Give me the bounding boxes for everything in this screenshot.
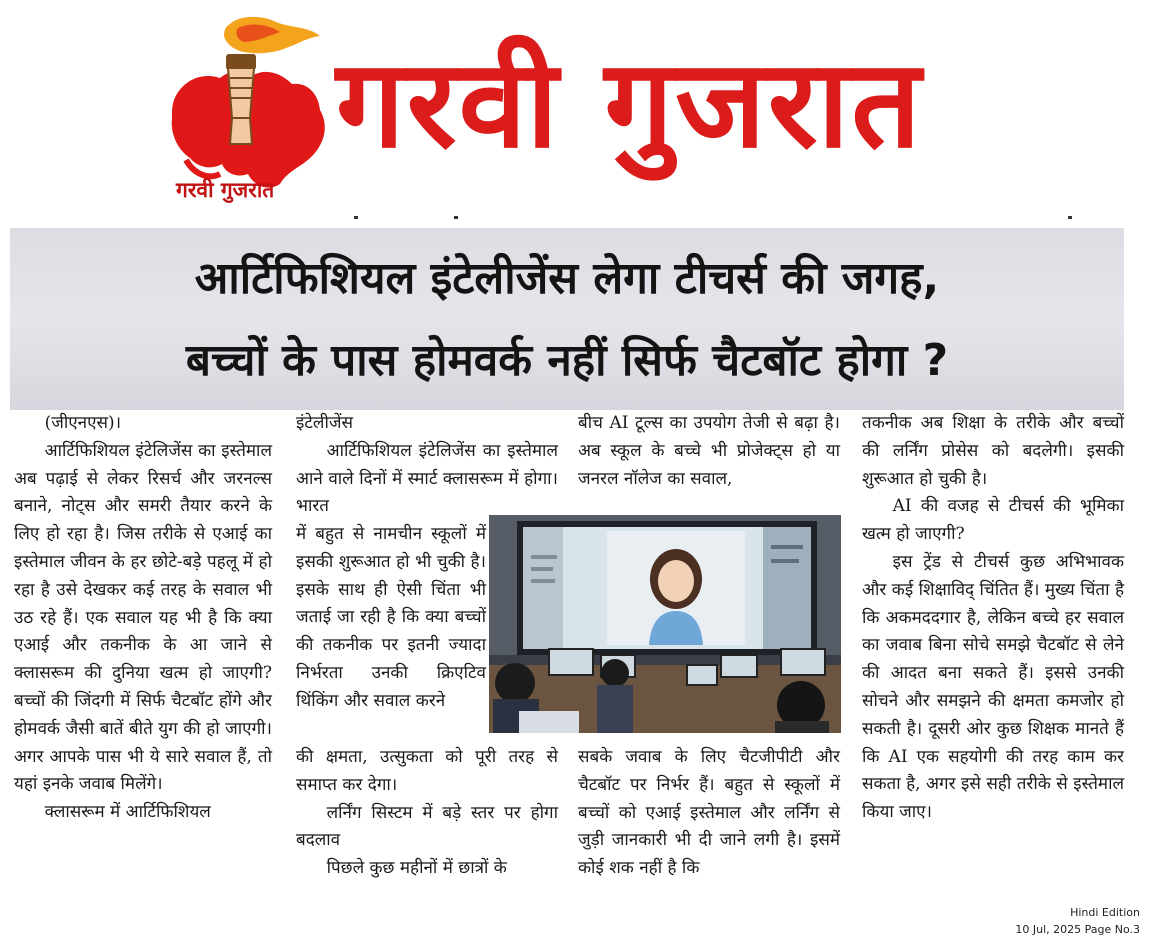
paragraph: बीच AI टूल्स का उपयोग तेजी से बढ़ा है। अब स्कूल के बच्चे भी प्रोजेक्ट्स हो या जनरल नॉलेज का सवाल, — [578, 413, 840, 489]
subheading: लर्निंग सिस्टम में बड़े स्तर पर होगा बदलाव — [296, 802, 558, 851]
photo-illustration — [489, 515, 841, 733]
article-column-2-bottom — [296, 744, 558, 883]
edition-info — [1015, 904, 1140, 938]
article-column-2-wrap — [296, 521, 486, 716]
paragraph: तकनीक अब शिक्षा के तरीके और बच्चों की लर्निंग प्रोसेस को बदलेगी। इसकी शुरूआत हो चुकी है। — [862, 413, 1124, 489]
paragraph: में बहुत से नामचीन स्कूलों में इसकी शुरूआत हो भी चुकी है। इसके साथ ही ऐसी चिंता भी जताई जा रही है कि क्या बच्चों की तकनीक पर इतनी ज्यादा निर्भरता उनकी क्रिएटिव थिंकिंग और सवाल करने — [296, 524, 486, 711]
headline-line-1: आर्टिफिशियल इंटेलीजेंस लेगा टीचर्स की जगह, — [194, 253, 940, 304]
paragraph: इंटेलीजेंस — [296, 413, 353, 433]
paragraph: सबके जवाब के लिए चैटजीपीटी और चैटबॉट पर निर्भर हैं। बहुत से स्कूलों में बच्चों को एआई इस्तेमाल और लर्निंग से जुड़ी जानकारी भी दी जाने लगी है। इसमें कोई शक नहीं है कि — [578, 747, 840, 879]
paragraph: आर्टिफिशियल इंटेलिजेंस का इस्तेमाल अब पढ़ाई से लेकर रिसर्च और जरनल्स बनाने, नोट्स और समरी तैयार करने के लिए हो रहा है। जिस तरीके से एआई का इस्तेमाल जीवन के हर छोटे-बड़े पहलू में हो रहा है उसे देखकर कई तरह के सवाल भी उठ रहे हैं। एक सवाल यह भी है कि क्या एआई और तकनीक के आ जाने से क्लासरूम की दुनिया खत्म हो जाएगी? बच्चों की जिंदगी में सिर्फ चैटबॉट होंगे और होमवर्क जैसी बातें बीते युग की हो जाएगी। अगर आपके पास भी ये सारे सवाल हैं, तो यहां इनके जवाब मिलेंगे। — [14, 440, 272, 795]
rule-tick — [1068, 216, 1072, 219]
rule-tick — [454, 216, 458, 219]
subheading: AI की वजह से टीचर्स की भूमिका खत्म हो जाएगी? — [862, 496, 1124, 545]
edition-label: Hindi Edition — [1070, 906, 1140, 919]
paragraph: क्लासरूम में आर्टिफिशियल — [44, 802, 211, 823]
paragraph: की क्षमता, उत्सुकता को पूरी तरह से समाप्त कर देगा। — [296, 747, 558, 795]
byline: (जीएनएस)। — [44, 413, 122, 433]
headline — [10, 238, 1124, 402]
article-column-1 — [14, 410, 272, 827]
rule-tick — [354, 216, 358, 219]
article-column-2-top — [296, 410, 558, 521]
article-column-4 — [862, 410, 1124, 827]
newspaper-brand-title: गरवी गुजरात — [336, 33, 923, 175]
date-page-label: 10 Jul, 2025 Page No.3 — [1015, 923, 1140, 936]
paragraph: पिछले कुछ महीनों में छात्रों के — [326, 858, 507, 879]
article-column-3-bottom — [578, 744, 840, 883]
article-column-3-top — [578, 410, 840, 493]
classroom-ai-teacher-photo — [489, 515, 841, 733]
masthead — [0, 0, 1150, 222]
headline-line-2: बच्चों के पास होमवर्क नहीं सिर्फ चैटबॉट होगा ? — [185, 335, 949, 386]
paragraph: इस ट्रेंड से टीचर्स कुछ अभिभावक और कई शिक्षाविद् चिंतित हैं। मुख्य चिंता है कि अकमददगार है, लेकिन बच्चे हर सवाल का जवाब बिना सोचे समझे चैटबॉट से लेने की आदत बना सकते हैं। इससे उनकी सोचने और समझने की क्षमता कमजोर हो सकती है। दूसरी ओर कुछ शिक्षक मानते हैं कि AI एक सहयोगी की तरह काम कर सकता है, अगर इसे सही तरीके से इस्तेमाल किया जाए। — [862, 551, 1124, 823]
headline-band — [10, 228, 1124, 410]
paragraph: आर्टिफिशियल इंटेलिजेंस का इस्तेमाल आने वाले दिनों में स्मार्ट क्लासरूम में होगा। भारत — [296, 440, 558, 517]
logo-caption: गरवी गुजरात — [176, 178, 275, 202]
